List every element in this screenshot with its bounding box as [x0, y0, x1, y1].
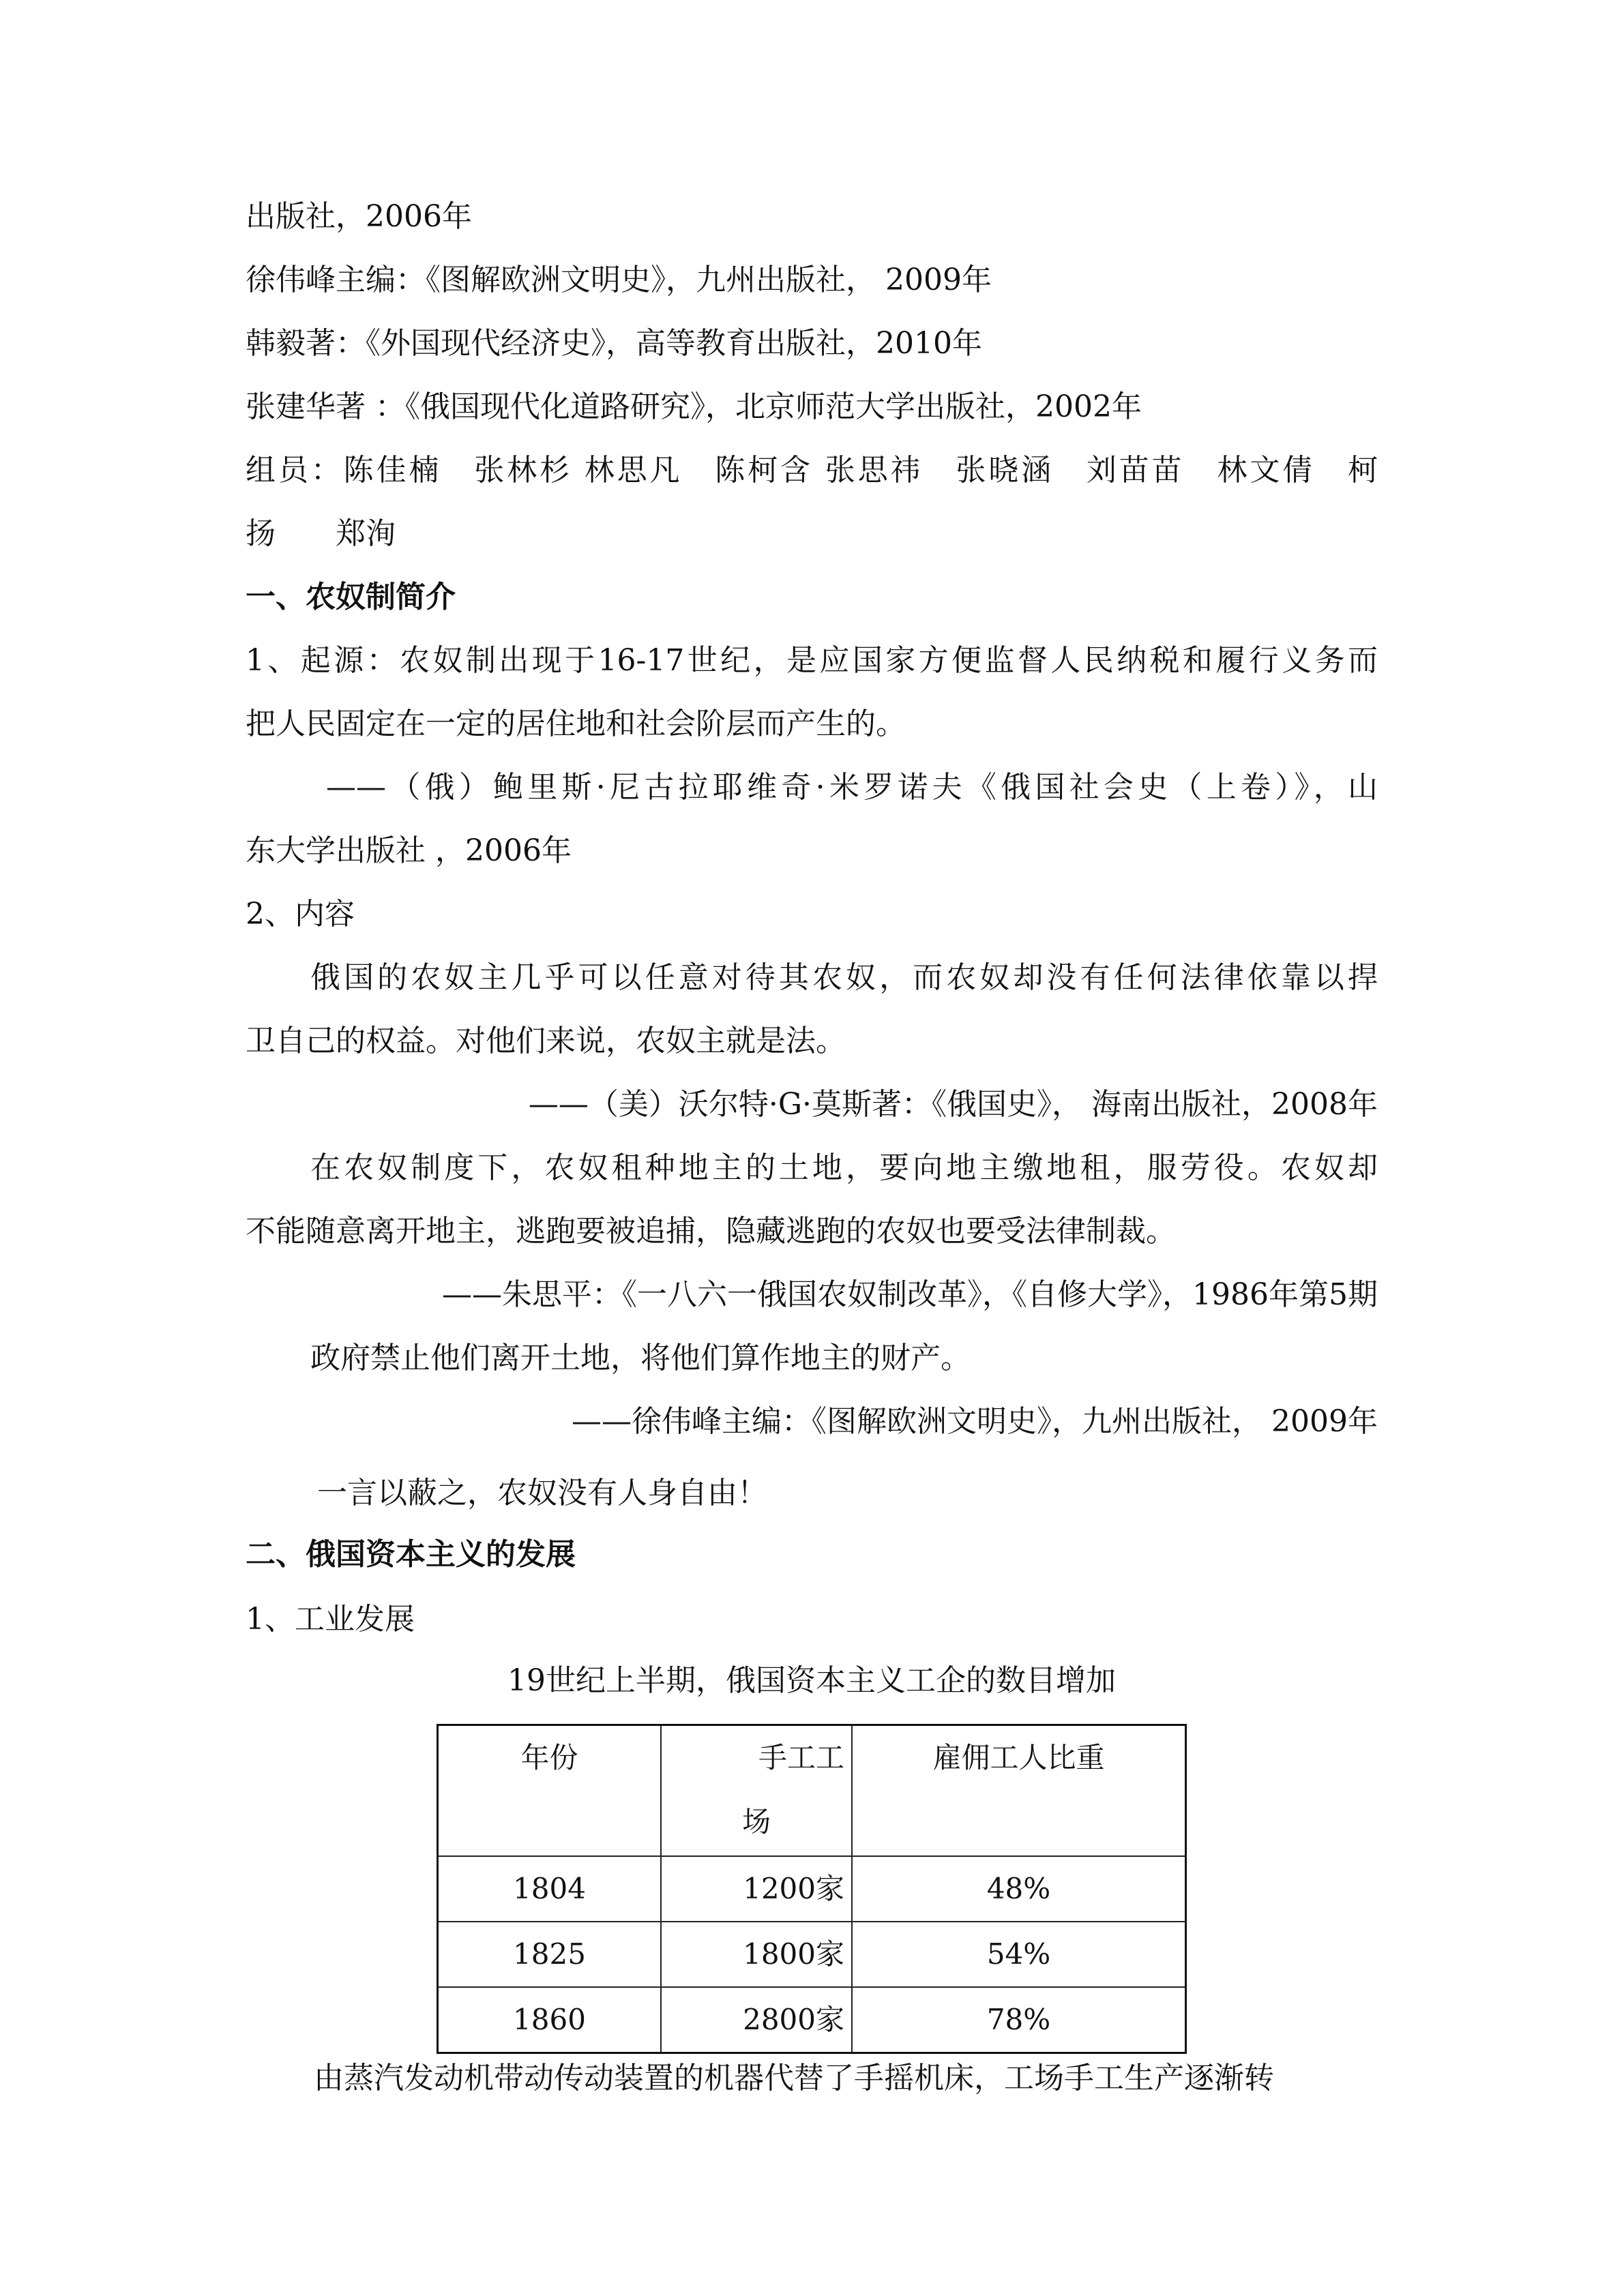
header-hired-ratio: 雇佣工人比重	[852, 1725, 1186, 1857]
origin-line-2: 把人民固定在一定的居住地和社会阶层而产生的。	[246, 706, 906, 741]
final-line: 由蒸汽发动机带动传动装置的机器代替了手摇机床，工场手工生产逐渐转	[314, 2061, 1274, 2096]
summary-line: 一言以蔽之，农奴没有人身自由！	[317, 1476, 767, 1510]
members-line-2: 扬 郑洵	[246, 516, 396, 551]
table-caption: 19世纪上半期，俄国资本主义工企的数目增加	[507, 1663, 1116, 1698]
industry-subheading: 1、工业发展	[246, 1602, 415, 1637]
cell-year: 1860	[438, 1987, 662, 2053]
header-year: 年份	[438, 1725, 662, 1857]
paragraph-1-line-2: 卫自己的权益。对他们来说，农奴主就是法。	[246, 1024, 846, 1058]
section2-heading: 二、俄国资本主义的发展	[246, 1537, 576, 1572]
citation-4: ——徐伟峰主编：《图解欧洲文明史》，九州出版社， 2009年	[572, 1404, 1378, 1439]
citation-1-line-1: ——（俄）鲍里斯·尼古拉耶维奇·米罗诺夫《俄国社会史（上卷）》，山	[326, 770, 1378, 805]
members-line-1: 组员：陈佳楠 张林杉 林思凡 陈柯含 张思祎 张晓涵 刘苗苗 林文倩 柯	[246, 453, 1378, 488]
table-row	[438, 1987, 1186, 2053]
cell-workshops: 1800家	[661, 1922, 852, 1987]
cell-ratio: 78%	[852, 1987, 1186, 2053]
paragraph-3: 政府禁止他们离开土地，将他们算作地主的财产。	[310, 1341, 971, 1375]
paragraph-2-line-1: 在农奴制度下，农奴租种地主的土地，要向地主缴地租，服劳役。农奴却	[310, 1150, 1378, 1185]
citation-2: ——（美）沃尔特·G·莫斯著：《俄国史》， 海南出版社，2008年	[528, 1087, 1378, 1122]
table-header-row	[438, 1725, 1186, 1857]
ref-line-4: 张建华著 ：《俄国现代化道路研究》，北京师范大学出版社，2002年	[246, 389, 1142, 424]
ref-line-2: 徐伟峰主编：《图解欧洲文明史》，九州出版社， 2009年	[246, 263, 992, 297]
paragraph-2-line-2: 不能随意离开地主，逃跑要被追捕，隐藏逃跑的农奴也要受法律制裁。	[246, 1214, 1176, 1249]
origin-line-1: 1、起源：农奴制出现于16-17世纪，是应国家方便监督人民纳税和履行义务而	[246, 643, 1378, 678]
cell-year: 1804	[438, 1856, 662, 1922]
cell-ratio: 54%	[852, 1922, 1186, 1987]
cell-workshops: 2800家	[661, 1987, 852, 2053]
section1-heading: 一、农奴制简介	[246, 580, 456, 614]
content-label: 2、内容	[246, 897, 355, 931]
citation-3: ——朱思平：《一八六一俄国农奴制改革》，《自修大学》，1986年第5期	[442, 1277, 1378, 1312]
cell-workshops: 1200家	[661, 1856, 852, 1922]
factory-table	[437, 1724, 1187, 2054]
paragraph-1-line-1: 俄国的农奴主几乎可以任意对待其农奴，而农奴却没有任何法律依靠以捍	[310, 960, 1378, 995]
table-row	[438, 1922, 1186, 1987]
ref-line-1: 出版社，2006年	[246, 199, 472, 234]
header-workshops-line-1: 手工工	[758, 1741, 844, 1774]
header-workshops-line-2: 场	[741, 1805, 771, 1838]
cell-year: 1825	[438, 1922, 662, 1987]
ref-line-3: 韩毅著：《外国现代经济史》，高等教育出版社，2010年	[246, 326, 982, 361]
citation-1-line-2: 东大学出版社 ，2006年	[246, 833, 572, 868]
header-workshops	[661, 1725, 852, 1857]
cell-ratio: 48%	[852, 1856, 1186, 1922]
table-row	[438, 1856, 1186, 1922]
